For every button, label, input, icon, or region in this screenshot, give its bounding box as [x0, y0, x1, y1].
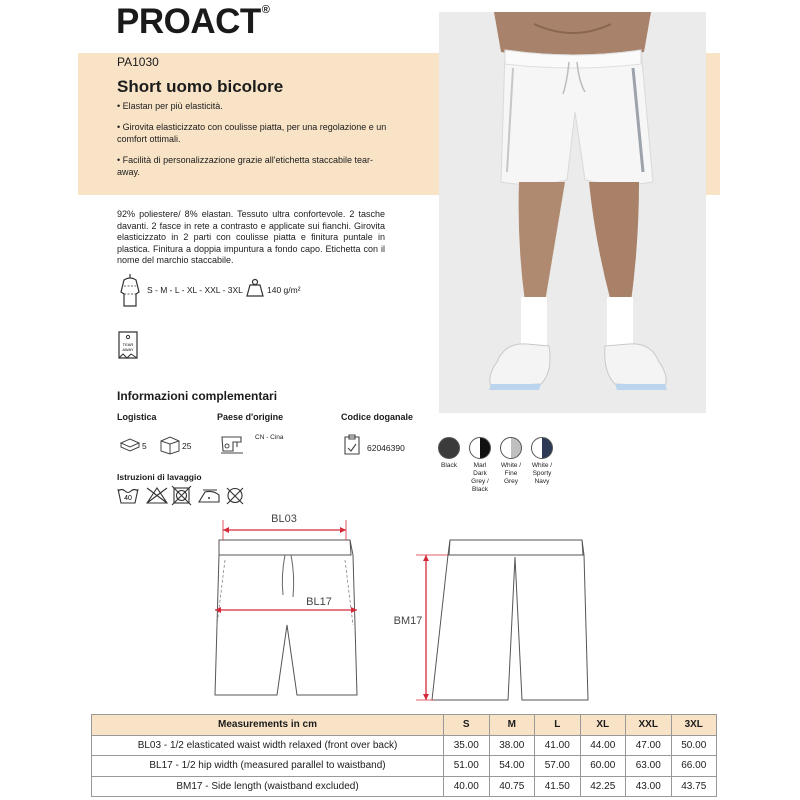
table-cell: 43.00 — [626, 776, 672, 797]
hip-measure-label: BL17 — [306, 596, 332, 608]
table-cell: 40.00 — [444, 776, 490, 797]
front-technical-drawing — [205, 505, 370, 705]
iron-low-icon — [199, 490, 219, 502]
wash-heading: Istruzioni di lavaggio — [117, 472, 202, 482]
available-sizes: S - M - L - XL - XXL - 3XL — [147, 285, 243, 295]
feature-item: • Girovita elasticizzato con coulisse piatta, per una regolazione e un comfort ottimali. — [117, 122, 387, 144]
customs-heading: Codice doganale — [341, 412, 414, 422]
swatch-dot — [531, 437, 553, 459]
no-dry-clean-icon — [227, 488, 243, 504]
small-pack-icon — [119, 437, 141, 453]
table-cell: 43.75 — [671, 776, 717, 797]
size-mannequin-icon — [117, 272, 143, 308]
table-header: Measurements in cm — [92, 715, 444, 736]
table-cell: 41.00 — [535, 735, 581, 756]
table-cell: 60.00 — [580, 756, 626, 777]
small-pack-qty: 5 — [142, 441, 147, 451]
side-length-label: BM17 — [393, 615, 423, 627]
brand-name: PROACT — [116, 2, 261, 41]
swatch-dot — [438, 437, 460, 459]
table-cell: 50.00 — [671, 735, 717, 756]
trademark-symbol: ® — [261, 4, 270, 16]
no-tumble-dry-icon — [172, 486, 191, 505]
feature-item: • Facilità di personalizzazione grazie all'etichetta staccabile tear-away. — [117, 155, 373, 177]
color-swatch-marl-dark-grey-black[interactable] — [467, 437, 493, 494]
customs-document-icon — [343, 434, 361, 456]
table-cell: 63.00 — [626, 756, 672, 777]
table-header: XXL — [626, 715, 672, 736]
origin-heading: Paese d'origine — [217, 412, 284, 422]
table-header: M — [489, 715, 535, 736]
color-swatch-black[interactable] — [436, 437, 462, 470]
table-cell: 42.25 — [580, 776, 626, 797]
sewing-machine-icon — [219, 433, 245, 457]
product-title: Short uomo bicolore — [117, 77, 284, 96]
sizes-weight-row — [117, 272, 417, 312]
customs-code: 62046390 — [367, 443, 405, 453]
swatch-dot — [500, 437, 522, 459]
brand-logo — [116, 2, 269, 42]
tearaway-label-icon — [117, 328, 139, 367]
table-cell: 40.75 — [489, 776, 535, 797]
carton-qty: 25 — [182, 441, 192, 451]
swatch-label: Black — [441, 462, 457, 469]
measurements-table — [91, 714, 717, 797]
table-header: S — [444, 715, 490, 736]
origin-country: CN - Cina — [255, 434, 284, 441]
table-cell: 57.00 — [535, 756, 581, 777]
swatch-label: White / Sporty Navy — [531, 462, 553, 485]
table-cell: BM17 - Side length (waistband excluded) — [92, 776, 444, 797]
table-row — [92, 756, 717, 777]
table-header: 3XL — [671, 715, 717, 736]
feature-item: • Elastan per più elasticità. — [117, 101, 223, 111]
table-cell: BL17 - 1/2 hip width (measured parallel to waistband) — [92, 756, 444, 777]
info-section-title: Informazioni complementari — [117, 389, 278, 403]
color-swatch-white-sporty-navy[interactable] — [529, 437, 555, 486]
wash-40-icon — [118, 489, 138, 503]
product-code: PA1030 — [117, 55, 159, 69]
carton-box-icon — [159, 435, 181, 455]
swatch-dot — [469, 437, 491, 459]
wash-temperature: 40 — [124, 495, 132, 502]
table-cell: 44.00 — [580, 735, 626, 756]
table-cell: 38.00 — [489, 735, 535, 756]
table-row — [92, 776, 717, 797]
swatch-label: Marl Dark Grey / Black — [471, 462, 489, 493]
product-photo — [439, 12, 706, 413]
fabric-weight: 140 g/m² — [267, 285, 301, 295]
table-cell: 41.50 — [535, 776, 581, 797]
feature-list — [117, 100, 387, 187]
table-cell: 66.00 — [671, 756, 717, 777]
tearaway-text-2: AWAY — [122, 347, 134, 352]
back-technical-drawing — [390, 535, 600, 705]
table-cell: 51.00 — [444, 756, 490, 777]
no-bleach-icon — [147, 488, 167, 503]
table-row — [92, 735, 717, 756]
tearaway-text-1: TEAR — [122, 342, 134, 347]
color-swatch-white-fine-grey[interactable] — [498, 437, 524, 486]
table-header-row — [92, 715, 717, 736]
table-cell: 35.00 — [444, 735, 490, 756]
table-cell: 47.00 — [626, 735, 672, 756]
table-cell: 54.00 — [489, 756, 535, 777]
table-header: L — [535, 715, 581, 736]
model-wearing-shorts-image — [439, 12, 706, 413]
product-description: 92% poliestere/ 8% elastan. Tessuto ultra confortevole. 2 tasche davanti. 2 fasce in rete a contrasto e applicate sui fianchi. Girovita elasticizzato in 2 parti con coulisse piatta e finitura puntale in plastica. Finitura a doppia impuntura a fondo capo. Etichetta con il nome del marchio staccabile. — [117, 209, 385, 265]
table-header: XL — [580, 715, 626, 736]
table-cell: BL03 - 1/2 elasticated waist width relaxed (front over back) — [92, 735, 444, 756]
logistics-heading: Logistica — [117, 412, 157, 422]
fabric-weight-icon — [245, 278, 265, 298]
swatch-label: White / Fine Grey — [500, 462, 522, 485]
waist-measure-label: BL03 — [271, 513, 297, 525]
